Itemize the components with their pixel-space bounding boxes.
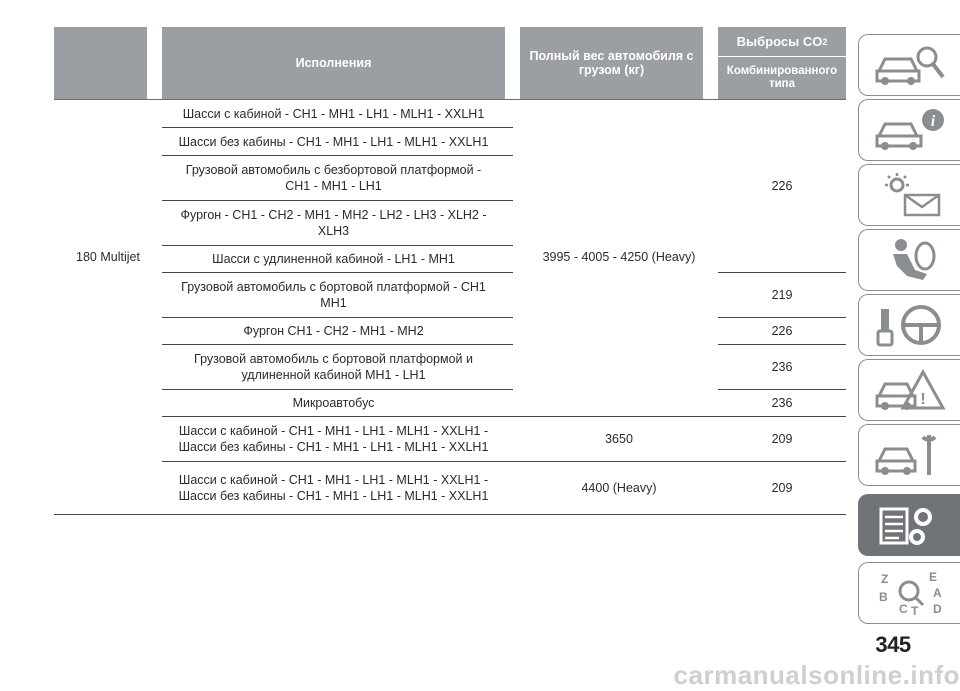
version-cell <box>162 462 505 514</box>
watermark: carmanualsonline.info <box>673 660 960 690</box>
version-cell: Шасси с кабиной - CH1 - MH1 - LH1 - MLH1 - XXLH1 <box>182 106 485 121</box>
svg-text:D: D <box>932 602 942 616</box>
chapter-tab-steering-wheel[interactable] <box>858 294 960 356</box>
version-cell: Шасси с удлиненной кабиной - LH1 - MH1 <box>212 252 455 266</box>
version-cell <box>162 417 505 461</box>
car-service-icon <box>871 431 949 479</box>
weight-merged-cell: 3995 - 4005 - 4250 (Heavy) <box>542 250 696 264</box>
page-number: 345 <box>875 632 911 657</box>
co2-cell: 236 <box>771 360 793 374</box>
svg-text:T: T <box>910 604 918 617</box>
chapter-tab-car-warning[interactable] <box>858 359 960 421</box>
dashboard-lights-icon <box>871 171 949 219</box>
chapter-tab-alphabetical-index[interactable] <box>858 562 960 624</box>
version-cell: Грузовой автомобиль с безбортовой платформой - CH1 - MH1 - LH1 <box>185 163 482 193</box>
version-text: Шасси с кабиной - CH1 - MH1 - LH1 - MLH1 - XXLH1 - Шасси без кабины - CH1 - MH1 - LH1 - MLH1 - XXLH1 <box>178 424 489 454</box>
co2-cell: 226 <box>771 179 793 193</box>
co2-cell: 209 <box>771 432 793 446</box>
header-co2: Выбросы CO 2 <box>718 27 846 57</box>
header-emissions <box>718 27 846 99</box>
steering-wheel-icon <box>871 301 949 349</box>
car-search-icon <box>871 41 949 89</box>
chapter-tab-dashboard-lights[interactable] <box>858 164 960 226</box>
co2-cell: 236 <box>771 396 793 410</box>
weight-cell: 4400 (Heavy) <box>581 481 657 495</box>
chapter-tab-airbag-safety[interactable] <box>858 229 960 291</box>
model-cell: 180 Multijet <box>76 250 140 264</box>
alphabetical-index-icon <box>871 569 949 617</box>
version-cell: Фургон - CH1 - CH2 - MH1 - MH2 - LH2 - LH3 - XLH2 - XLH3 <box>180 208 487 238</box>
svg-text:Z: Z <box>880 572 888 586</box>
car-info-icon <box>871 106 949 154</box>
header-combined: Комбинированного типа <box>726 65 838 90</box>
co2-cell: 209 <box>771 481 793 495</box>
chapter-tab-car-service[interactable] <box>858 424 960 486</box>
co2-cell: 219 <box>771 288 793 302</box>
version-cell: Микроавтобус <box>292 396 375 410</box>
svg-text:B: B <box>878 590 888 604</box>
svg-text:i: i <box>930 113 935 130</box>
airbag-safety-icon <box>871 236 949 284</box>
weight-cell: 3650 <box>605 432 633 446</box>
header-weight: Полный вес автомобиля с грузом (кг) <box>520 27 703 99</box>
car-warning-icon <box>871 366 949 414</box>
svg-text:!: ! <box>919 391 926 408</box>
chapter-tab-car-info[interactable] <box>858 99 960 161</box>
technical-data-icon <box>871 501 949 549</box>
svg-text:C: C <box>898 602 908 616</box>
header-blank-cell <box>54 27 147 99</box>
version-cell: Грузовой автомобиль с бортовой платформой - CH1 MH1 <box>181 280 486 310</box>
co2-cell: 226 <box>771 324 793 338</box>
version-cell: Грузовой автомобиль с бортовой платформой и удлиненной кабиной MH1 - LH1 <box>194 352 473 382</box>
header-versions: Исполнения <box>162 27 505 99</box>
table-bottom-rule <box>54 514 846 515</box>
svg-text:E: E <box>928 570 937 584</box>
version-cell: Фургон CH1 - CH2 - MH1 - MH2 <box>243 324 424 338</box>
svg-text:A: A <box>932 586 942 600</box>
version-text: Шасси с кабиной - CH1 - MH1 - LH1 - MLH1 - XXLH1 - Шасси без кабины - CH1 - MH1 - LH1 - MLH1 - XXLH1 <box>178 473 489 503</box>
chapter-tab-car-search[interactable] <box>858 34 960 96</box>
chapter-tab-technical-data[interactable] <box>858 494 960 556</box>
version-cell: Шасси без кабины - CH1 - MH1 - LH1 - MLH1 - XXLH1 <box>178 134 489 149</box>
